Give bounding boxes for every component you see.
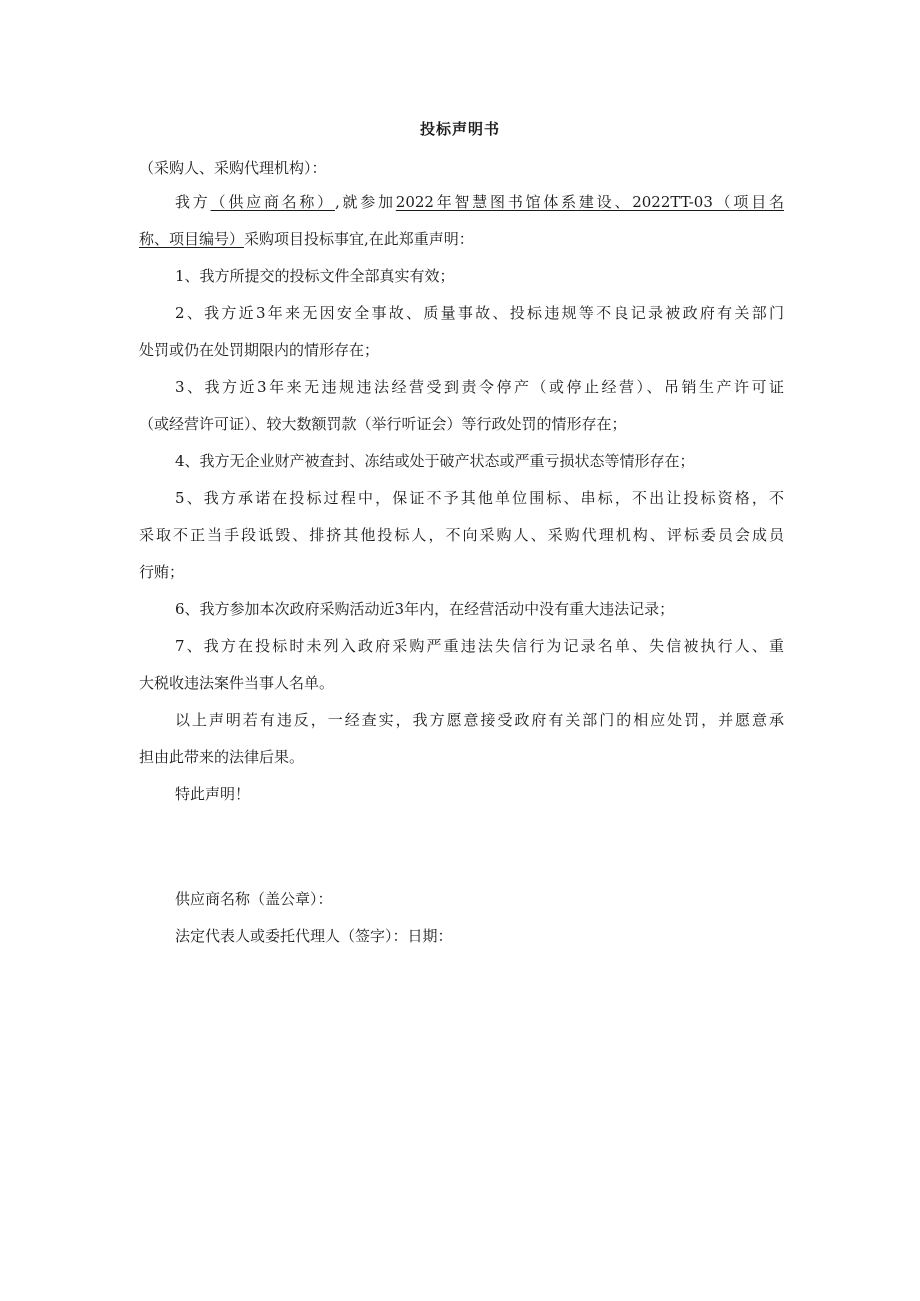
item-3-line-1: 3、我方近3年来无违规违法经营受到责令停产（或停止经营）、吊销生产许可证 — [175, 378, 784, 396]
item-1: 1、我方所提交的投标文件全部真实有效； — [175, 267, 455, 285]
intro-suffix: 采购项目投标事宜,在此郑重声明： — [244, 230, 474, 248]
addressee-line: （采购人、采购代理机构）： — [139, 159, 327, 177]
item-5-line-1: 5、我方承诺在投标过程中，保证不予其他单位围标、串标，不出让投标资格，不 — [175, 489, 784, 507]
intro-prefix: 我方 — [175, 193, 211, 211]
supplier-seal-label: 供应商名称（盖公章）： — [175, 890, 333, 908]
intro-line-2 — [139, 227, 784, 251]
supplier-name-blank: （供应商名称） — [210, 193, 335, 211]
item-4: 4、我方无企业财产被查封、冻结或处于破产状态或严重亏损状态等情形存在； — [175, 452, 695, 470]
document-title: 投标声明书 — [419, 120, 500, 138]
special-statement: 特此声明！ — [175, 785, 251, 803]
item-7-line-1: 7、我方在投标时未列入政府采购严重违法失信行为记录名单、失信被执行人、重 — [175, 637, 784, 655]
item-2-line-1: 2、我方近3年来无因安全事故、质量事故、投标违规等不良记录被政府有关部门 — [175, 304, 784, 322]
item-5-line-2: 采取不正当手段诋毁、排挤其他投标人，不向采购人、采购代理机构、评标委员会成员 — [139, 526, 784, 544]
project-name-line2: 称、项目编号） — [139, 230, 245, 248]
item-6: 6、我方参加本次政府采购活动近3年内，在经营活动中没有重大违法记录； — [175, 600, 675, 618]
closing-line-1: 以上声明若有违反，一经查实，我方愿意接受政府有关部门的相应处罚，并愿意承 — [175, 711, 784, 729]
item-5-line-3: 行贿； — [139, 563, 185, 581]
item-7-line-2: 大税收违法案件当事人名单。 — [139, 674, 335, 692]
item-3-line-2: （或经营许可证）、较大数额罚款（举行听证会）等行政处罚的情形存在； — [139, 415, 627, 433]
intro-mid: ,就参加 — [334, 193, 396, 211]
intro-line-1 — [175, 190, 784, 214]
representative-signature-label: 法定代表人或委托代理人（签字）：日期： — [175, 927, 453, 945]
project-name-line1: 2022年智慧图书馆体系建设、2022TT-03（项目名 — [395, 193, 784, 211]
closing-line-2: 担由此带来的法律后果。 — [139, 748, 305, 766]
item-2-line-2: 处罚或仍在处罚期限内的情形存在； — [139, 341, 380, 359]
